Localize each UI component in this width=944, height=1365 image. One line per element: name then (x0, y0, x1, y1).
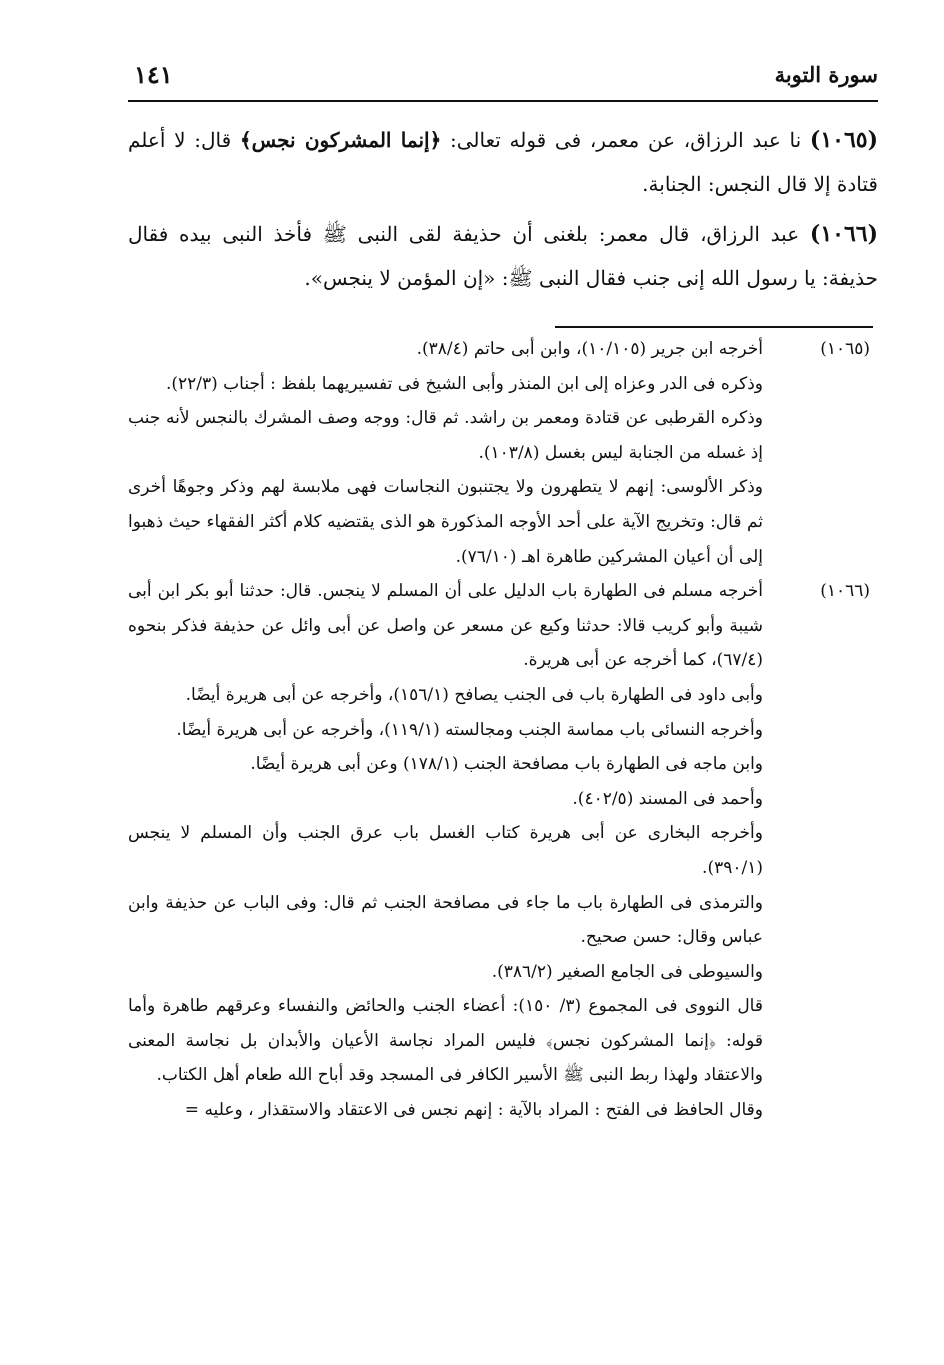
entry-number: (١٠٦٦) (809, 221, 878, 247)
page-number: ١٤١ (134, 60, 173, 89)
entry-number: (١٠٦٥) (809, 127, 879, 153)
footnote-paragraph: وقال الحافظ فى الفتح : المراد بالآية : إنهم نجس فى الاعتقاد والاستقذار ، وعليه = (184, 1100, 763, 1121)
entry-text: نا عبد الرزاق، عن معمر، فى قوله تعالى: (441, 128, 810, 152)
footnote-number: (١٠٦٦) (820, 581, 870, 602)
footnote-paragraph: وأحمد فى المسند (٤٠٢/٥). (572, 788, 763, 809)
footnote-paragraph: وابن ماجه فى الطهارة باب مصافحة الجنب (١٧٨/١) وعن أبى هريرة أيضًا. (250, 754, 763, 775)
footnote-paragraph: وذكره القرطبى عن قتادة ومعمر بن راشد. ثم قال: ووجه وصف المشرك بالنجس لأنه جنب إذ غسله من الجنابة ليس بغسل (١٠٣/٨). (128, 408, 763, 463)
footnote-paragraph: أخرجه مسلم فى الطهارة باب الدليل على أن المسلم لا ينجس. قال: حدثنا أبو بكر ابن أبى شيبة وأبو كريب قالا: حدثنا وكيع عن مسعر عن واصل عن أبى وائل عن حذيفة فذكر بنحوه (٦٧/٤)، كما أخرجه عن أبى هريرة. (128, 581, 763, 671)
header-divider (128, 100, 878, 102)
running-header (128, 60, 878, 94)
entry-1066 (128, 212, 878, 300)
surah-title: سورة التوبة (774, 62, 878, 87)
footnote-divider (555, 326, 873, 328)
footnote-paragraph: وأخرجه النسائى باب مماسة الجنب ومجالسته (١١٩/١)، وأخرجه عن أبى هريرة أيضًا. (176, 719, 763, 740)
footnote-1066 (128, 574, 878, 1128)
quran-quote: ﴿إنما المشركون نجس﴾ (239, 128, 442, 152)
entry-1065 (128, 118, 878, 206)
entry-text: عبد الرزاق، قال معمر: بلغنى أن حذيفة لقى النبى ﷺ فأخذ النبى بيده فقال حذيفة: يا رسول الله إنى جنب فقال النبى ﷺ: «إن المؤمن لا ينجس». (128, 222, 878, 290)
footnote-paragraph: وأخرجه البخارى عن أبى هريرة كتاب الغسل باب عرق الجنب وأن المسلم لا ينجس (٣٩٠/١). (128, 823, 763, 878)
main-text (128, 118, 878, 306)
footnotes (128, 332, 878, 1128)
footnote-number: (١٠٦٥) (820, 339, 870, 359)
footnote-1065 (128, 332, 878, 574)
footnote-paragraph: والترمذى فى الطهارة باب ما جاء فى مصافحة الجنب ثم قال: وفى الباب عن حذيفة وابن عباس وقال: حسن صحيح. (128, 892, 763, 948)
footnote-paragraph: وأبى داود فى الطهارة باب فى الجنب يصافح (١٥٦/١)، وأخرجه عن أبى هريرة أيضًا. (185, 684, 763, 705)
footnote-paragraph: قال النووى فى المجموع (٣/ ١٥٠): أعضاء الجنب والحائض والنفساء وعرقهم طاهرة وأما قوله: ﴿إنما المشركون نجس﴾ فليس المراد نجاسة الأعيان والأبدان بل نجاسة المعنى والاعتقاد ولهذا ربط النبى ﷺ الأسير الكافر فى المسجد وقد أباح الله طعام أهل الكتاب. (128, 996, 763, 1086)
footnote-paragraph: وذكر الألوسى: إنهم لا يتطهرون ولا يجتنبون النجاسات فهى ملابسة لهم وذكر وجوهًا أخرى ثم قال: وتخريج الآية على أحد الأوجه المذكورة هو الذى يقتضيه كلام أكثر الفقهاء حيث ذهبوا إلى أن أعيان المشركين طاهرة اهـ (٧٦/١٠). (128, 477, 763, 567)
footnote-paragraph: وذكره فى الدر وعزاه إلى ابن المنذر وأبى الشيخ فى تفسيريهما بلفظ : أجناب (٢٢/٣). (165, 373, 763, 394)
entry-text-cont: قال: لا أعلم قتادة إلا قال النجس: الجنابة. (128, 128, 878, 196)
footnote-paragraph: والسيوطى فى الجامع الصغير (٣٨٦/٢). (491, 961, 763, 982)
footnote-paragraph: أخرجه ابن جرير (١٠/١٠٥)، وابن أبى حاتم (٣٨/٤). (416, 339, 763, 359)
